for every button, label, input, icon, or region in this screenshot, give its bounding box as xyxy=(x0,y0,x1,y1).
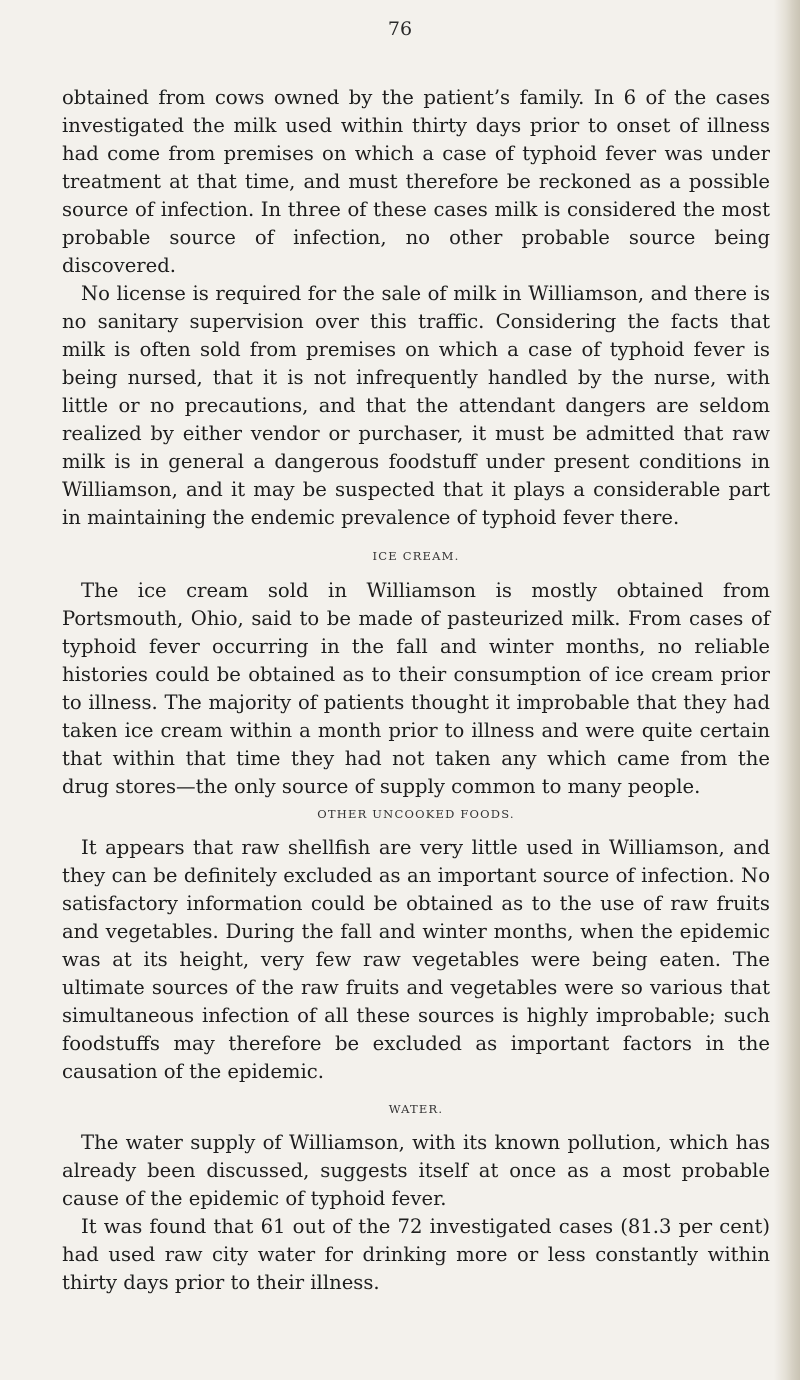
paragraph-other-uncooked-foods: It appears that raw shellfish are very little used in Williamson, and they can be definitely excluded as an important source of infection. No satisfactory information could be obtained as to the use of raw fruits and vegetables. During the fall and winter months, when the epidemic was at its height, very few raw vegetables were being eaten. The ultimate sources of the raw fruits and vegetables were so various that simultaneous infection of all these sources is highly improbable; such foodstuffs may therefore be excluded as important factors in the causation of the epidemic. xyxy=(62,836,770,1083)
paragraph-water-supply: The water supply of Williamson, with its known pollution, which has already been discussed, suggests itself at once as a most probable cause of the epidemic of typhoid fever. xyxy=(62,1131,770,1210)
page-edge-shadow xyxy=(774,0,800,1380)
page-number: 76 xyxy=(387,18,413,40)
paragraph-milk-sources: obtained from cows owned by the patient’s family. In 6 of the cases investigated the milk used within thirty days prior to onset of illness had come from premises on which a case of typhoid fever was under treatment at that time, and must therefore be reckoned as a possible source of infection. In three of these cases milk is considered the most probable source of infection, no other probable source being discovered. xyxy=(62,86,770,277)
page-content xyxy=(62,84,770,1297)
paragraph-ice-cream: The ice cream sold in Williamson is mostly obtained from Portsmouth, Ohio, said to be made of pasteurized milk. From cases of typhoid fever occurring in the fall and winter months, no reliable histories could be obtained as to their consumption of ice cream prior to illness. The majority of patients thought it improbable that they had taken ice cream within a month prior to illness and were quite certain that within that time they had not taken any which came from the drug stores—the only source of supply common to many people. xyxy=(62,579,770,798)
section-heading-ice-cream: ICE CREAM. xyxy=(372,549,460,563)
paragraph-milk-license: No license is required for the sale of milk in Williamson, and there is no sanitary supervision over this traffic. Considering the facts that milk is often sold from premises on which a case of typhoid fever is being nursed, that it is not infrequently handled by the nurse, with little or no precautions, and that the attendant dangers are seldom realized by either vendor or purchaser, it must be admitted that raw milk is in general a dangerous foodstuff under present conditions in Williamson, and it may be suspected that it plays a considerable part in maintaining the endemic prevalence of typhoid fever there. xyxy=(62,282,770,529)
section-heading-water: WATER. xyxy=(388,1102,444,1116)
section-heading-other-uncooked-foods: OTHER UNCOOKED FOODS. xyxy=(317,807,515,821)
paragraph-water-statistics: It was found that 61 out of the 72 investigated cases (81.3 per cent) had used raw city water for drinking more or less constantly within thirty days prior to their illness. xyxy=(62,1215,770,1294)
